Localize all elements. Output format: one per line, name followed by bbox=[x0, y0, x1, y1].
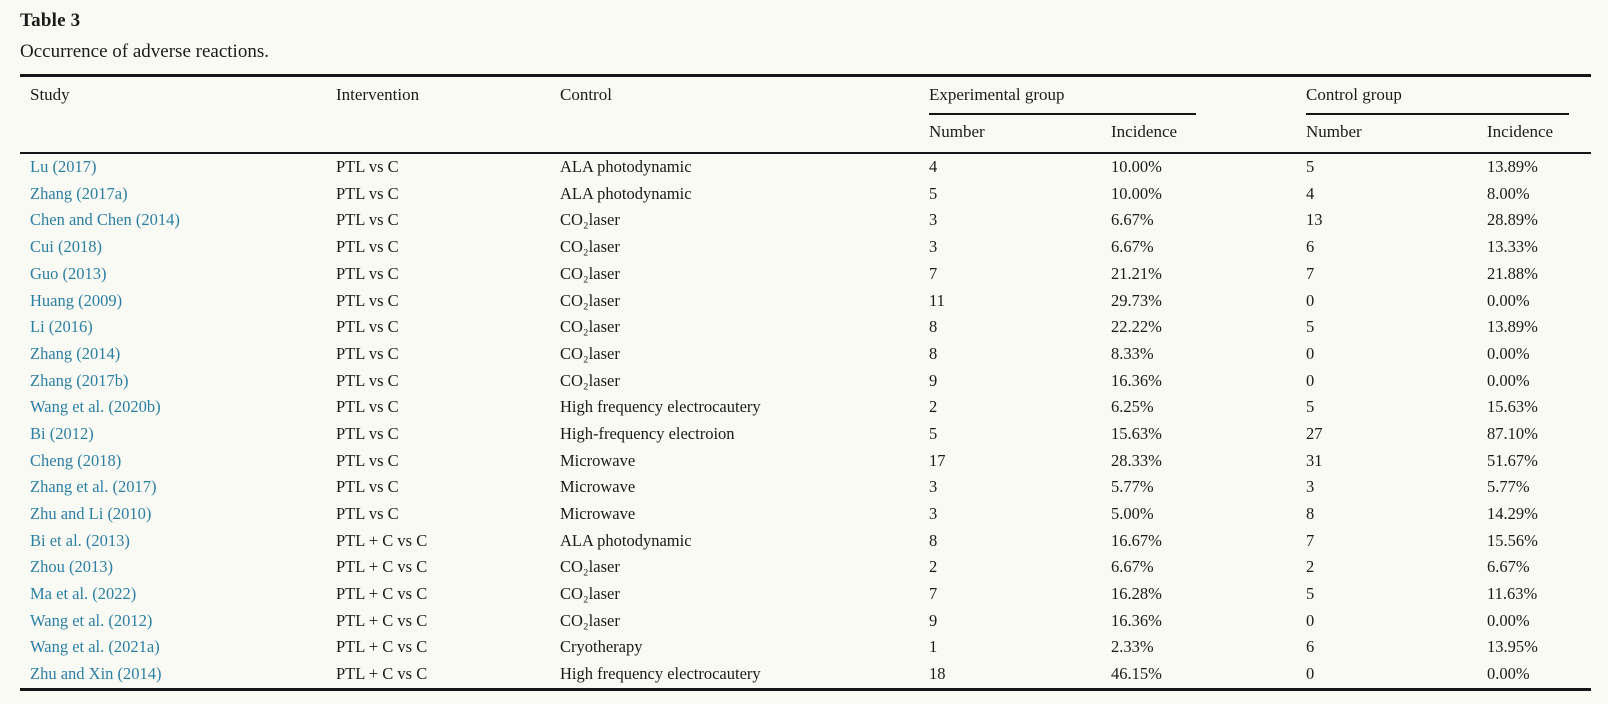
exp-incidence-cell: 16.36% bbox=[1111, 370, 1162, 390]
exp-number-cell: 8 bbox=[929, 343, 938, 363]
exp-incidence-cell: 6.67% bbox=[1111, 237, 1154, 257]
study-link[interactable]: Lu (2017) bbox=[30, 157, 97, 177]
table-row bbox=[20, 314, 1591, 341]
study-cell bbox=[20, 368, 336, 395]
study-cell bbox=[20, 287, 336, 314]
ctrl-incidence-cell: 15.63% bbox=[1487, 397, 1538, 417]
study-cell bbox=[20, 341, 336, 368]
table-row bbox=[20, 368, 1591, 395]
control-cell: CO₂laser bbox=[560, 370, 620, 390]
control-cell: High frequency electrocautery bbox=[560, 397, 761, 417]
ctrl-incidence-cell: 0.00% bbox=[1487, 664, 1530, 684]
ctrl-number-cell: 13 bbox=[1306, 210, 1323, 230]
adverse-reactions-table bbox=[20, 74, 1591, 691]
study-link[interactable]: Cui (2018) bbox=[30, 237, 102, 257]
table-row bbox=[20, 581, 1591, 608]
intervention-cell: PTL vs C bbox=[336, 210, 399, 230]
ctrl-number-cell: 0 bbox=[1306, 610, 1315, 630]
table-row bbox=[20, 448, 1591, 475]
group-header-control bbox=[1306, 76, 1591, 116]
exp-number-cell: 3 bbox=[929, 477, 938, 497]
study-link[interactable]: Zhang (2014) bbox=[30, 343, 121, 363]
study-link[interactable]: Chen and Chen (2014) bbox=[30, 210, 180, 230]
study-cell bbox=[20, 634, 336, 661]
intervention-cell: PTL + C vs C bbox=[336, 584, 428, 604]
study-cell bbox=[20, 501, 336, 528]
ctrl-incidence-cell: 21.88% bbox=[1487, 263, 1538, 283]
control-cell: CO₂laser bbox=[560, 610, 620, 630]
study-link[interactable]: Zhang (2017b) bbox=[30, 370, 129, 390]
column-header-control: Control bbox=[560, 85, 612, 104]
control-cell: CO₂laser bbox=[560, 237, 620, 257]
exp-number-cell: 7 bbox=[929, 584, 938, 604]
control-cell: High-frequency electroion bbox=[560, 423, 735, 443]
study-link[interactable]: Zhu and Xin (2014) bbox=[30, 664, 162, 684]
intervention-cell: PTL vs C bbox=[336, 263, 399, 283]
exp-number-cell: 3 bbox=[929, 237, 938, 257]
study-cell bbox=[20, 421, 336, 448]
table-row bbox=[20, 421, 1591, 448]
ctrl-incidence-cell: 0.00% bbox=[1487, 370, 1530, 390]
group-header-experimental bbox=[929, 76, 1306, 116]
table-row bbox=[20, 261, 1591, 288]
exp-incidence-cell: 21.21% bbox=[1111, 263, 1162, 283]
column-header-exp-number: Number bbox=[929, 122, 985, 141]
table-row bbox=[20, 528, 1591, 555]
ctrl-number-cell: 0 bbox=[1306, 370, 1315, 390]
exp-number-cell: 11 bbox=[929, 290, 945, 310]
exp-number-cell: 9 bbox=[929, 370, 938, 390]
study-link[interactable]: Li (2016) bbox=[30, 317, 93, 337]
exp-incidence-cell: 6.67% bbox=[1111, 557, 1154, 577]
exp-number-cell: 18 bbox=[929, 664, 946, 684]
exp-incidence-cell: 16.36% bbox=[1111, 610, 1162, 630]
exp-incidence-cell: 16.67% bbox=[1111, 530, 1162, 550]
intervention-cell: PTL + C vs C bbox=[336, 557, 428, 577]
ctrl-number-cell: 31 bbox=[1306, 450, 1323, 470]
table-row bbox=[20, 181, 1591, 208]
exp-incidence-cell: 8.33% bbox=[1111, 343, 1154, 363]
intervention-cell: PTL + C vs C bbox=[336, 664, 428, 684]
study-cell bbox=[20, 661, 336, 689]
study-link[interactable]: Zhang (2017a) bbox=[30, 183, 128, 203]
exp-incidence-cell: 29.73% bbox=[1111, 290, 1162, 310]
intervention-cell: PTL vs C bbox=[336, 397, 399, 417]
ctrl-incidence-cell: 51.67% bbox=[1487, 450, 1538, 470]
ctrl-number-cell: 0 bbox=[1306, 290, 1315, 310]
ctrl-incidence-cell: 13.89% bbox=[1487, 157, 1538, 177]
exp-number-cell: 5 bbox=[929, 183, 938, 203]
column-header-intervention: Intervention bbox=[336, 85, 420, 104]
ctrl-incidence-cell: 11.63% bbox=[1487, 584, 1538, 604]
control-cell: ALA photodynamic bbox=[560, 157, 692, 177]
study-cell bbox=[20, 394, 336, 421]
study-link[interactable]: Bi (2012) bbox=[30, 423, 94, 443]
ctrl-number-cell: 6 bbox=[1306, 237, 1315, 257]
study-cell bbox=[20, 528, 336, 555]
study-cell bbox=[20, 314, 336, 341]
table-caption: Occurrence of adverse reactions. bbox=[20, 41, 269, 62]
control-cell: ALA photodynamic bbox=[560, 183, 692, 203]
control-cell: CO₂laser bbox=[560, 584, 620, 604]
table-row bbox=[20, 501, 1591, 528]
intervention-cell: PTL vs C bbox=[336, 183, 399, 203]
control-cell: Cryotherapy bbox=[560, 637, 643, 657]
ctrl-number-cell: 6 bbox=[1306, 637, 1315, 657]
table-header bbox=[20, 76, 1591, 154]
table-label: Table 3 bbox=[20, 10, 81, 31]
intervention-cell: PTL vs C bbox=[336, 317, 399, 337]
exp-number-cell: 7 bbox=[929, 263, 938, 283]
study-cell bbox=[20, 181, 336, 208]
study-cell bbox=[20, 448, 336, 475]
study-link[interactable]: Huang (2009) bbox=[30, 290, 123, 310]
control-cell: CO₂laser bbox=[560, 557, 620, 577]
ctrl-number-cell: 5 bbox=[1306, 584, 1315, 604]
column-header-ctrl-number: Number bbox=[1306, 122, 1362, 141]
ctrl-number-cell: 4 bbox=[1306, 183, 1315, 203]
exp-incidence-cell: 22.22% bbox=[1111, 317, 1162, 337]
table-row bbox=[20, 207, 1591, 234]
ctrl-number-cell: 5 bbox=[1306, 397, 1315, 417]
intervention-cell: PTL vs C bbox=[336, 423, 399, 443]
table-row bbox=[20, 634, 1591, 661]
table-row bbox=[20, 608, 1591, 635]
intervention-cell: PTL + C vs C bbox=[336, 530, 428, 550]
exp-number-cell: 17 bbox=[929, 450, 946, 470]
ctrl-number-cell: 0 bbox=[1306, 343, 1315, 363]
ctrl-number-cell: 0 bbox=[1306, 664, 1315, 684]
ctrl-incidence-cell: 6.67% bbox=[1487, 557, 1530, 577]
intervention-cell: PTL + C vs C bbox=[336, 637, 428, 657]
exp-incidence-cell: 46.15% bbox=[1111, 664, 1162, 684]
column-header-ctrl-incidence: Incidence bbox=[1487, 122, 1554, 141]
table-row bbox=[20, 474, 1591, 501]
exp-incidence-cell: 15.63% bbox=[1111, 423, 1162, 443]
study-cell bbox=[20, 554, 336, 581]
table-body bbox=[20, 153, 1591, 689]
ctrl-number-cell: 8 bbox=[1306, 504, 1315, 524]
ctrl-incidence-cell: 5.77% bbox=[1487, 477, 1530, 497]
study-cell bbox=[20, 608, 336, 635]
table-row bbox=[20, 554, 1591, 581]
ctrl-incidence-cell: 13.89% bbox=[1487, 317, 1538, 337]
study-link[interactable]: Bi et al. (2013) bbox=[30, 530, 130, 550]
control-cell: ALA photodynamic bbox=[560, 530, 692, 550]
study-link[interactable]: Wang et al. (2020b) bbox=[30, 397, 161, 417]
study-link[interactable]: Wang et al. (2021a) bbox=[30, 637, 160, 657]
exp-incidence-cell: 5.77% bbox=[1111, 477, 1154, 497]
control-cell: Microwave bbox=[560, 477, 636, 497]
ctrl-incidence-cell: 87.10% bbox=[1487, 423, 1538, 443]
exp-incidence-cell: 10.00% bbox=[1111, 157, 1162, 177]
table-row bbox=[20, 394, 1591, 421]
ctrl-incidence-cell: 15.56% bbox=[1487, 530, 1538, 550]
exp-number-cell: 1 bbox=[929, 637, 938, 657]
control-cell: Microwave bbox=[560, 504, 636, 524]
group-header-control-label: Control group bbox=[1306, 85, 1569, 115]
exp-incidence-cell: 2.33% bbox=[1111, 637, 1154, 657]
study-link[interactable]: Zhu and Li (2010) bbox=[30, 504, 152, 524]
study-cell bbox=[20, 261, 336, 288]
exp-incidence-cell: 10.00% bbox=[1111, 183, 1162, 203]
table-row bbox=[20, 153, 1591, 181]
exp-number-cell: 8 bbox=[929, 530, 938, 550]
exp-incidence-cell: 6.25% bbox=[1111, 397, 1154, 417]
intervention-cell: PTL vs C bbox=[336, 477, 399, 497]
column-header-exp-incidence: Incidence bbox=[1111, 122, 1178, 141]
intervention-cell: PTL vs C bbox=[336, 370, 399, 390]
exp-number-cell: 2 bbox=[929, 397, 938, 417]
ctrl-incidence-cell: 28.89% bbox=[1487, 210, 1538, 230]
control-cell: CO₂laser bbox=[560, 290, 620, 310]
exp-incidence-cell: 28.33% bbox=[1111, 450, 1162, 470]
study-cell bbox=[20, 153, 336, 181]
exp-number-cell: 3 bbox=[929, 210, 938, 230]
ctrl-number-cell: 3 bbox=[1306, 477, 1315, 497]
ctrl-incidence-cell: 0.00% bbox=[1487, 290, 1530, 310]
table-row bbox=[20, 287, 1591, 314]
intervention-cell: PTL vs C bbox=[336, 504, 399, 524]
ctrl-incidence-cell: 8.00% bbox=[1487, 183, 1530, 203]
ctrl-number-cell: 7 bbox=[1306, 263, 1315, 283]
intervention-cell: PTL vs C bbox=[336, 290, 399, 310]
study-cell bbox=[20, 234, 336, 261]
control-cell: CO₂laser bbox=[560, 317, 620, 337]
ctrl-incidence-cell: 0.00% bbox=[1487, 343, 1530, 363]
ctrl-number-cell: 7 bbox=[1306, 530, 1315, 550]
column-header-study: Study bbox=[30, 85, 70, 104]
exp-number-cell: 2 bbox=[929, 557, 938, 577]
exp-number-cell: 9 bbox=[929, 610, 938, 630]
exp-number-cell: 5 bbox=[929, 423, 938, 443]
exp-incidence-cell: 6.67% bbox=[1111, 210, 1154, 230]
ctrl-number-cell: 5 bbox=[1306, 317, 1315, 337]
study-link[interactable]: Guo (2013) bbox=[30, 263, 107, 283]
control-cell: CO₂laser bbox=[560, 210, 620, 230]
intervention-cell: PTL vs C bbox=[336, 450, 399, 470]
exp-incidence-cell: 16.28% bbox=[1111, 584, 1162, 604]
intervention-cell: PTL vs C bbox=[336, 157, 399, 177]
control-cell: High frequency electrocautery bbox=[560, 664, 761, 684]
exp-number-cell: 8 bbox=[929, 317, 938, 337]
ctrl-incidence-cell: 13.95% bbox=[1487, 637, 1538, 657]
control-cell: CO₂laser bbox=[560, 343, 620, 363]
study-cell bbox=[20, 207, 336, 234]
group-header-experimental-label: Experimental group bbox=[929, 85, 1196, 115]
exp-number-cell: 3 bbox=[929, 504, 938, 524]
study-cell bbox=[20, 581, 336, 608]
ctrl-number-cell: 5 bbox=[1306, 157, 1315, 177]
study-link[interactable]: Ma et al. (2022) bbox=[30, 584, 137, 604]
control-cell: Microwave bbox=[560, 450, 636, 470]
study-cell bbox=[20, 474, 336, 501]
ctrl-number-cell: 27 bbox=[1306, 423, 1323, 443]
study-link[interactable]: Zhang et al. (2017) bbox=[30, 477, 157, 497]
intervention-cell: PTL vs C bbox=[336, 343, 399, 363]
study-link[interactable]: Zhou (2013) bbox=[30, 557, 113, 577]
control-cell: CO₂laser bbox=[560, 263, 620, 283]
ctrl-incidence-cell: 0.00% bbox=[1487, 610, 1530, 630]
exp-number-cell: 4 bbox=[929, 157, 938, 177]
study-link[interactable]: Cheng (2018) bbox=[30, 450, 122, 470]
table-row bbox=[20, 661, 1591, 689]
ctrl-number-cell: 2 bbox=[1306, 557, 1315, 577]
exp-incidence-cell: 5.00% bbox=[1111, 504, 1154, 524]
table-row bbox=[20, 234, 1591, 261]
intervention-cell: PTL vs C bbox=[336, 237, 399, 257]
intervention-cell: PTL + C vs C bbox=[336, 610, 428, 630]
ctrl-incidence-cell: 13.33% bbox=[1487, 237, 1538, 257]
table-row bbox=[20, 341, 1591, 368]
study-link[interactable]: Wang et al. (2012) bbox=[30, 610, 153, 630]
ctrl-incidence-cell: 14.29% bbox=[1487, 504, 1538, 524]
